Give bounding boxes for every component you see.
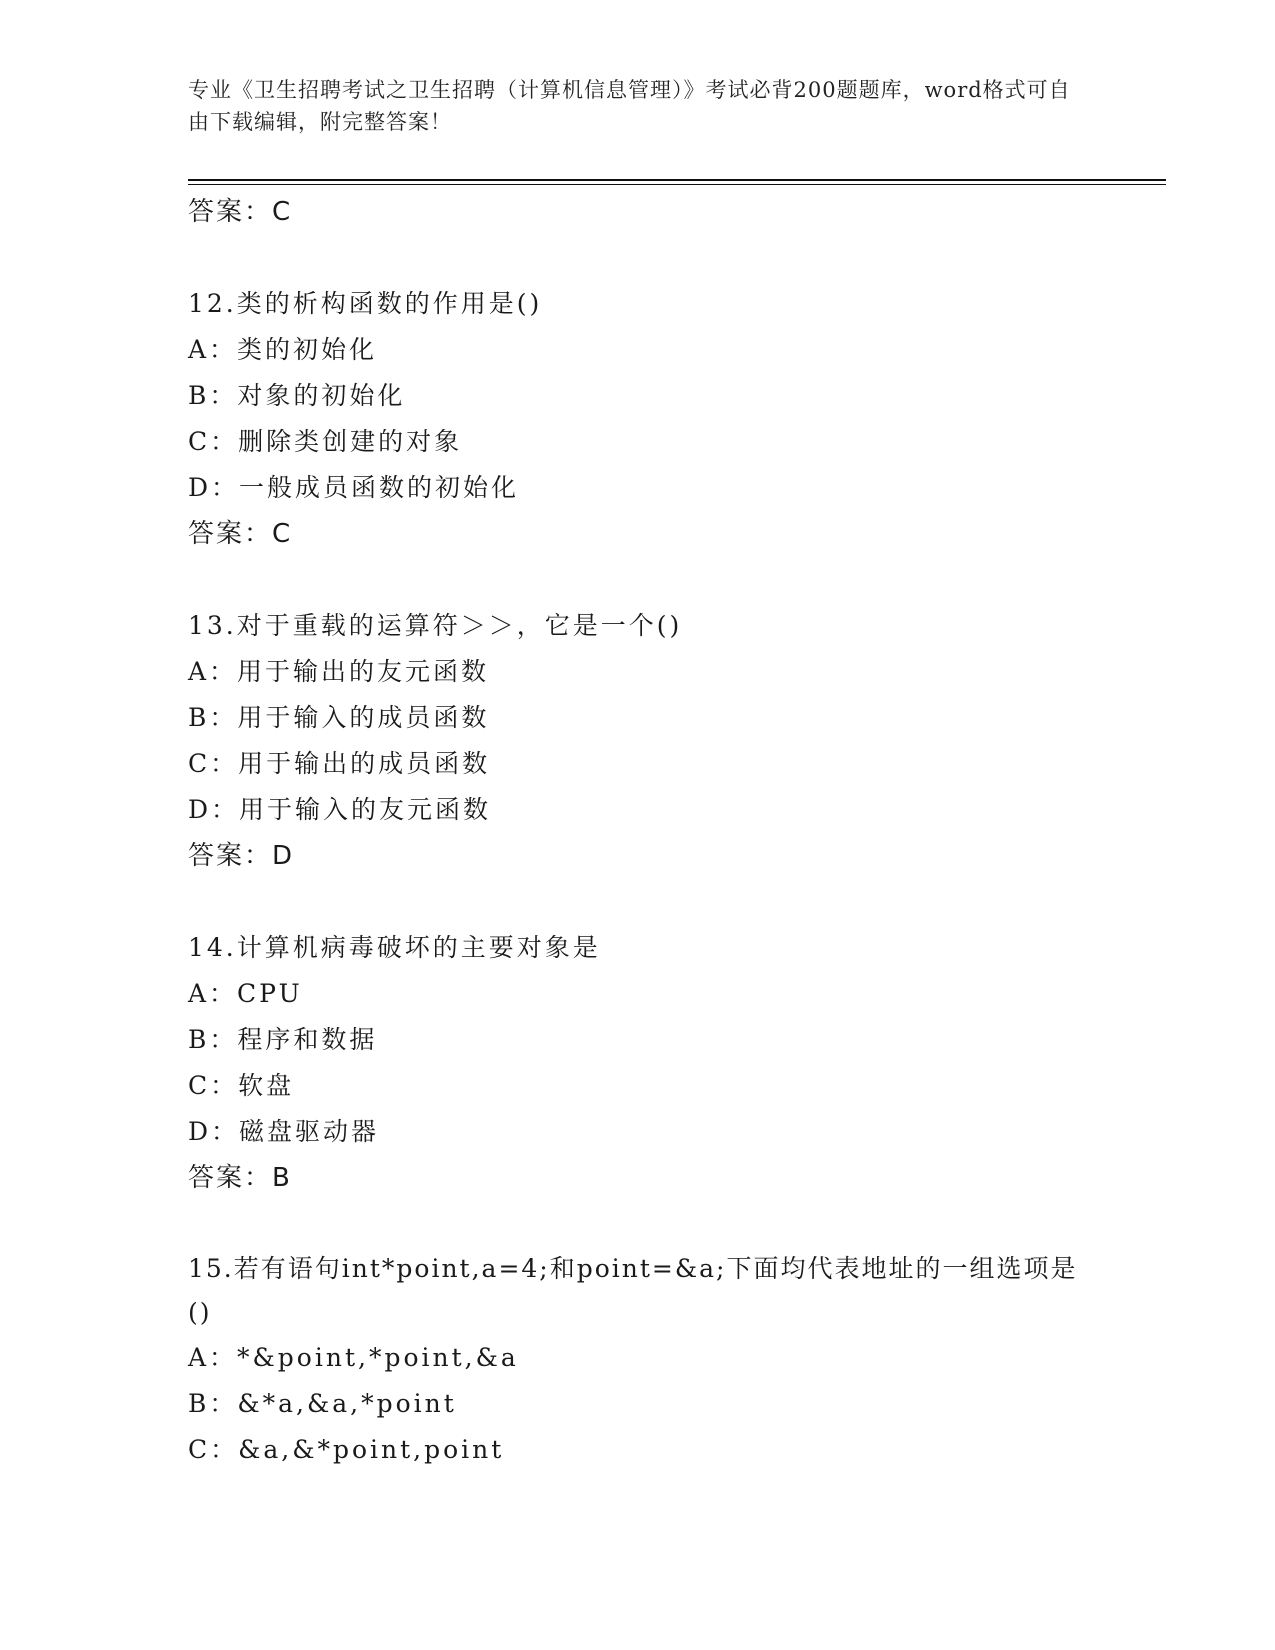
spacer <box>188 235 1088 281</box>
option-b: B：用于输入的成员函数 <box>188 703 490 732</box>
option-d: D：用于输入的友元函数 <box>188 795 492 824</box>
option-c: C：&a,&*point,point <box>188 1435 505 1464</box>
option-b: B：&*a,&a,*point <box>188 1389 457 1418</box>
question-14 <box>188 925 1088 1201</box>
question-stem: 12.类的析构函数的作用是() <box>188 289 543 318</box>
header-divider-thin <box>188 184 1166 185</box>
previous-answer: 答案：C <box>188 197 293 227</box>
spacer <box>188 1201 1088 1247</box>
spacer <box>188 879 1088 925</box>
header-intro-text: 专业《卫生招聘考试之卫生招聘（计算机信息管理）》考试必背200题题库，word格式可自由下载编辑，附完整答案！ <box>188 78 1071 134</box>
option-b: B：程序和数据 <box>188 1025 378 1054</box>
question-stem: 13.对于重载的运算符＞＞，它是一个() <box>188 611 683 640</box>
option-b: B：对象的初始化 <box>188 381 406 410</box>
header-divider-thick <box>188 179 1166 181</box>
answer-line: 答案：B <box>188 1163 292 1193</box>
document-header <box>188 74 1088 138</box>
option-a: A：*&point,*point,&a <box>188 1343 519 1372</box>
question-stem: 15.若有语句int*point,a=4;和point=&a;下面均代表地址的一组选项是() <box>188 1254 1078 1327</box>
question-12 <box>188 281 1088 557</box>
option-a: A：CPU <box>188 979 303 1008</box>
option-a: A：用于输出的友元函数 <box>188 657 490 686</box>
option-c: C：删除类创建的对象 <box>188 427 463 456</box>
answer-line: 答案：C <box>188 519 293 549</box>
answer-line: 答案：D <box>188 841 295 871</box>
option-a: A：类的初始化 <box>188 335 378 364</box>
option-c: C：用于输出的成员函数 <box>188 749 491 778</box>
option-c: C：软盘 <box>188 1071 295 1100</box>
option-d: D：磁盘驱动器 <box>188 1117 380 1146</box>
option-d: D：一般成员函数的初始化 <box>188 473 520 502</box>
question-stem: 14.计算机病毒破坏的主要对象是 <box>188 933 601 962</box>
question-list <box>188 189 1088 1473</box>
question-13 <box>188 603 1088 879</box>
spacer <box>188 557 1088 603</box>
question-15 <box>188 1247 1088 1473</box>
